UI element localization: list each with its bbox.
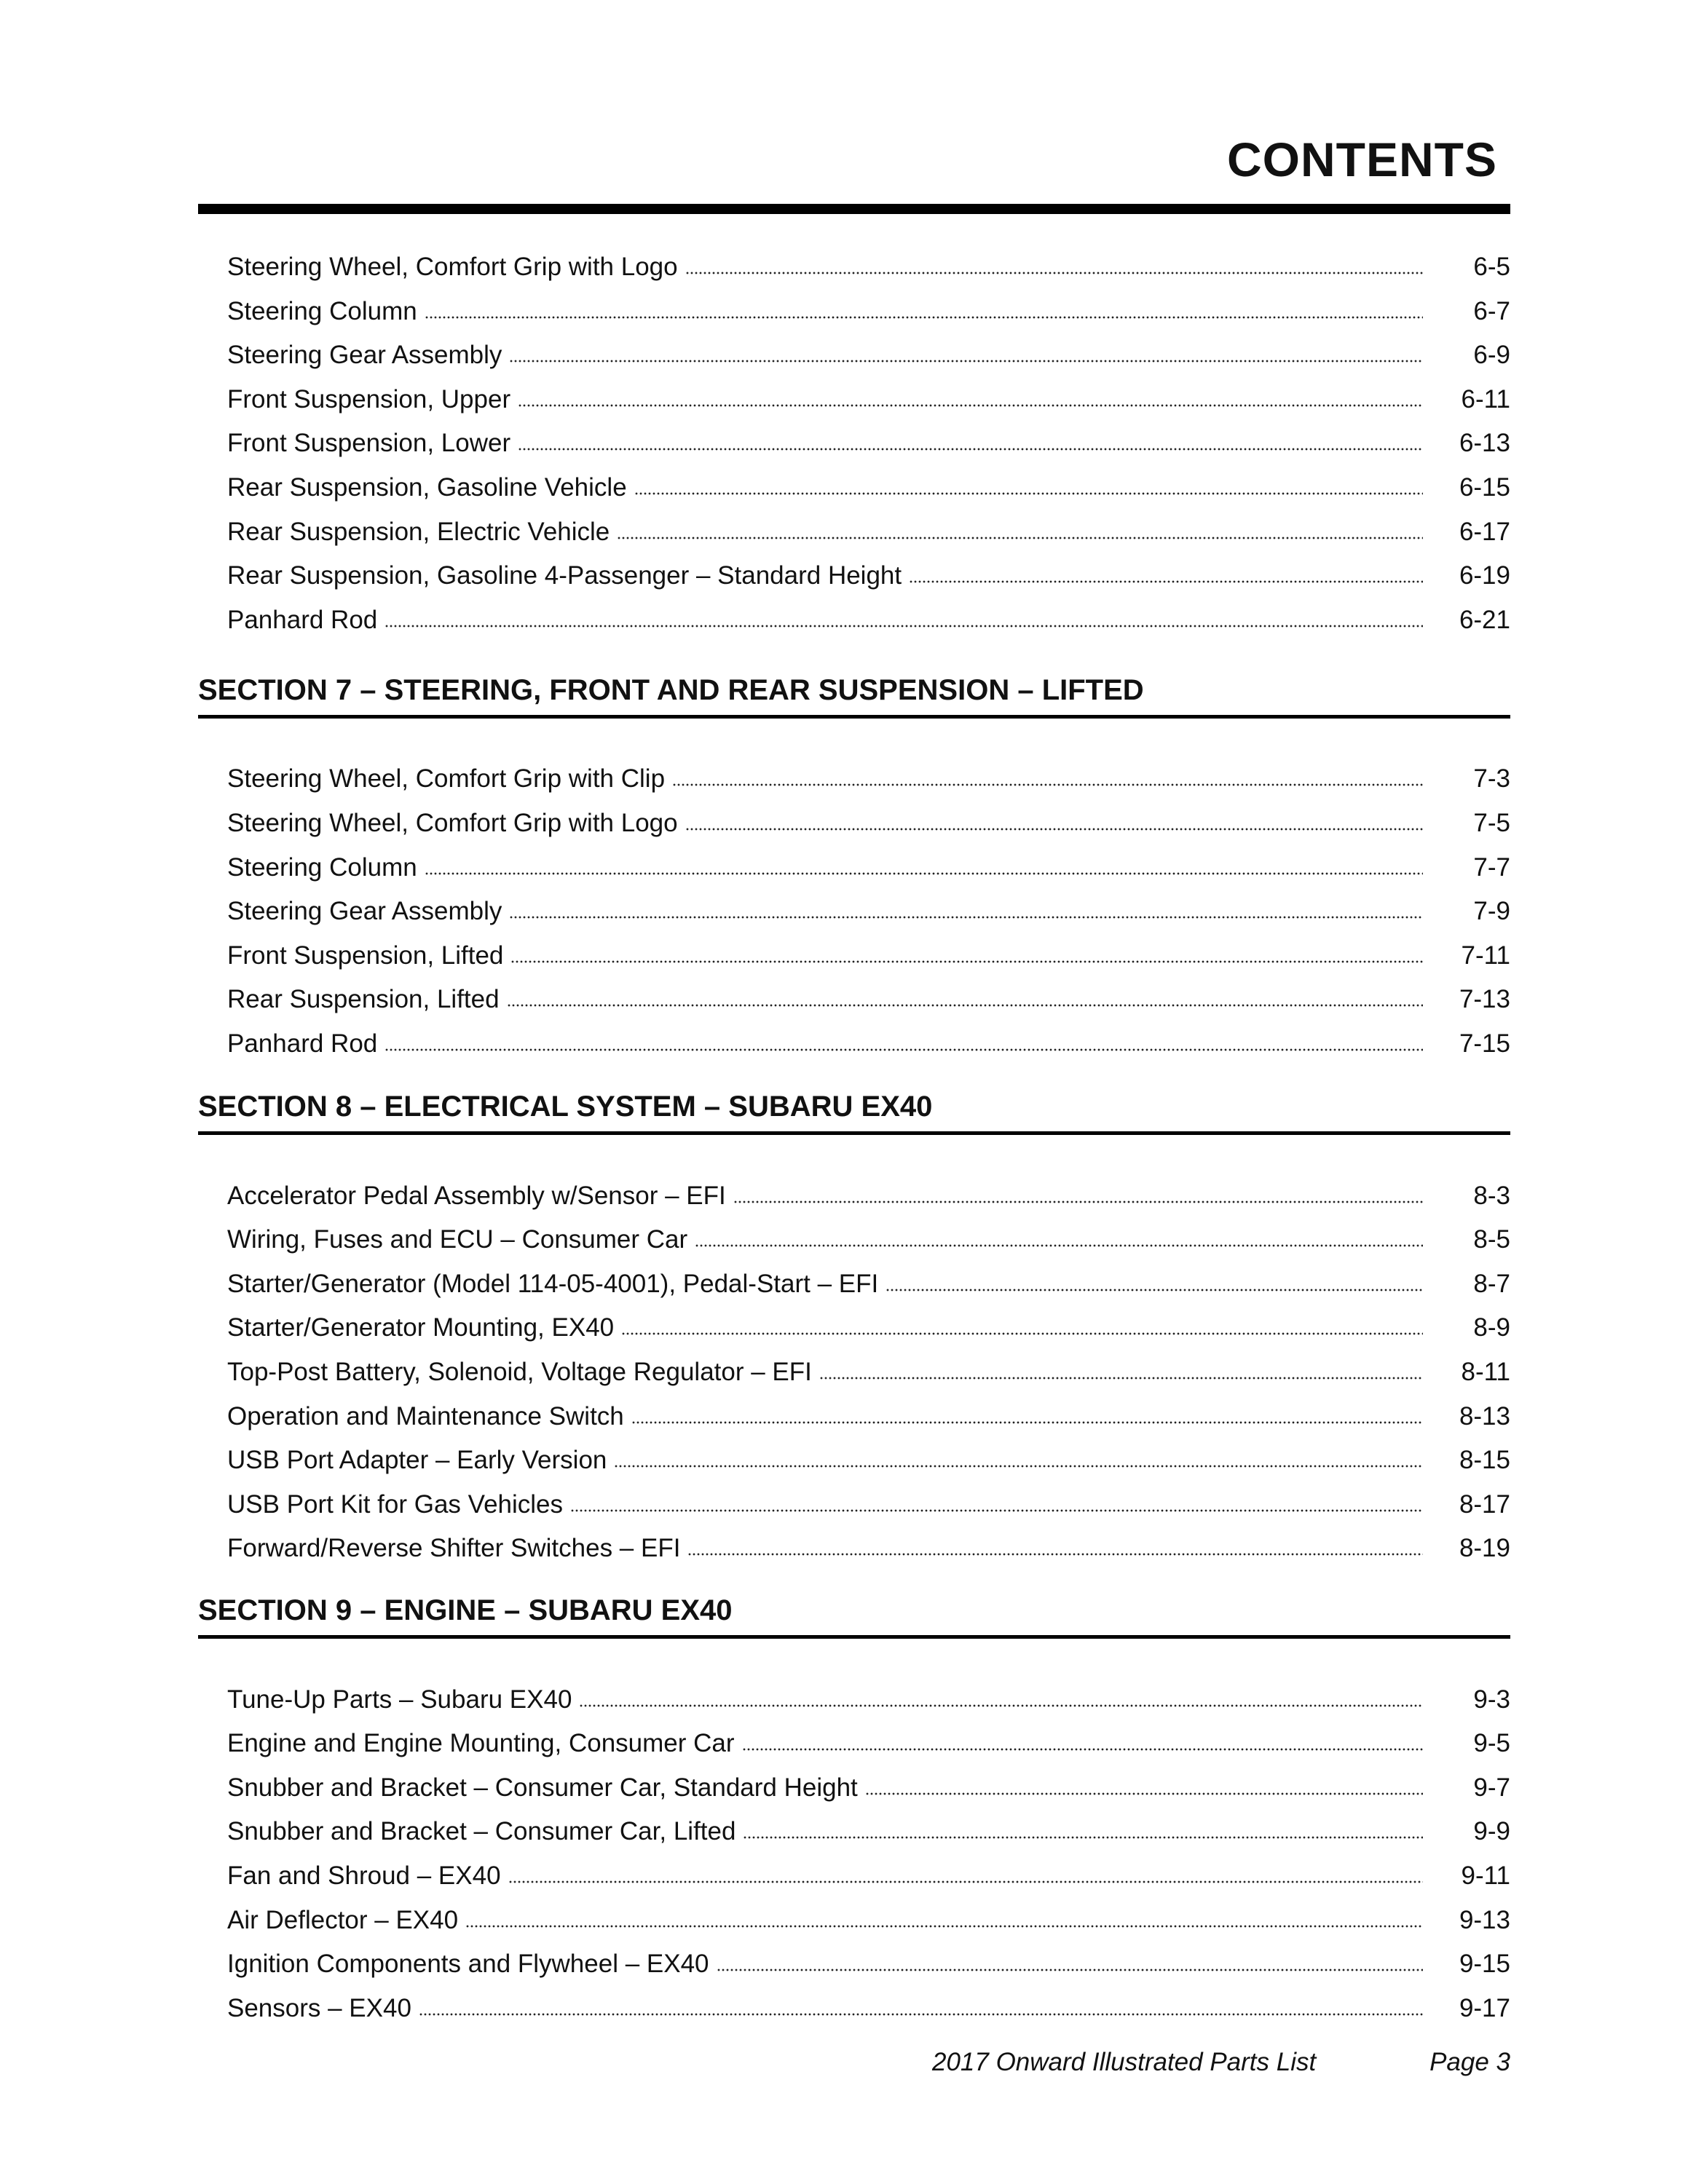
toc-entry[interactable]: [227, 1165, 1510, 1208]
toc-entry[interactable]: [227, 880, 1510, 924]
section-heading: [198, 1092, 1510, 1121]
toc-entry-label: Fan and Shroud – EX40: [227, 1861, 501, 1890]
toc-entry[interactable]: [227, 236, 1510, 280]
toc-entry[interactable]: [227, 1208, 1510, 1252]
toc-entry-page: 7-15: [1459, 1029, 1510, 1058]
toc-entry[interactable]: [227, 1253, 1510, 1297]
toc-entry-page: 8-9: [1473, 1313, 1510, 1342]
toc-entry-label: Steering Gear Assembly: [227, 897, 502, 925]
toc-entry-page: 8-7: [1473, 1270, 1510, 1298]
toc-entry-label: Steering Wheel, Comfort Grip with Logo: [227, 809, 678, 837]
toc-entry[interactable]: [227, 1341, 1510, 1385]
toc-entry-label: Rear Suspension, Gasoline Vehicle: [227, 473, 627, 502]
toc-entry[interactable]: [227, 748, 1510, 791]
dot-leader: [509, 915, 1423, 919]
toc-entry[interactable]: [227, 589, 1510, 633]
dot-leader: [672, 783, 1423, 787]
toc-entry-page: 6-19: [1459, 561, 1510, 590]
toc-entry[interactable]: [227, 836, 1510, 880]
toc-entry-page: 9-15: [1459, 1950, 1510, 1978]
toc-entry-label: Rear Suspension, Gasoline 4-Passenger – Standard Height: [227, 561, 902, 590]
section-title: SECTION 7 – STEERING, FRONT AND REAR SUSPENSION – LIFTED: [198, 674, 1144, 706]
section-heading: [198, 676, 1510, 705]
toc-entry-page: 9-11: [1461, 1861, 1510, 1890]
toc-entry-label: Accelerator Pedal Assembly w/Sensor – EFI: [227, 1182, 726, 1210]
section-rule: [198, 1635, 1510, 1639]
toc-entry-page: 7-7: [1473, 853, 1510, 882]
toc-entry-label: Steering Wheel, Comfort Grip with Logo: [227, 253, 678, 281]
dot-leader: [685, 827, 1423, 831]
dot-leader: [909, 579, 1423, 584]
toc-entry-page: 9-9: [1473, 1817, 1510, 1845]
toc-entry-page: 7-13: [1459, 985, 1510, 1013]
dot-leader: [425, 315, 1423, 320]
toc-entry[interactable]: [227, 412, 1510, 456]
toc-entry[interactable]: [227, 1669, 1510, 1712]
toc-entry[interactable]: [227, 1845, 1510, 1888]
dot-leader: [634, 491, 1423, 496]
toc-entry-label: Engine and Engine Mounting, Consumer Car: [227, 1729, 735, 1757]
toc-entry-page: 6-15: [1459, 473, 1510, 502]
toc-entry[interactable]: [227, 1517, 1510, 1561]
toc-entry-label: Starter/Generator Mounting, EX40: [227, 1313, 615, 1342]
toc-entry[interactable]: [227, 1429, 1510, 1473]
toc-entry-label: Air Deflector – EX40: [227, 1906, 459, 1934]
page-title: CONTENTS: [1227, 132, 1497, 186]
toc-entry[interactable]: [227, 324, 1510, 368]
toc-entry-page: 8-5: [1473, 1225, 1510, 1254]
toc-entry-label: Panhard Rod: [227, 1029, 378, 1058]
dot-leader: [886, 1288, 1423, 1292]
toc-entry-page: 6-7: [1473, 297, 1510, 325]
toc-entry-page: 6-17: [1459, 518, 1510, 546]
toc-entry-page: 9-13: [1459, 1906, 1510, 1934]
section-heading: [198, 1596, 1510, 1625]
toc-entry-page: 6-21: [1459, 606, 1510, 634]
dot-leader: [510, 960, 1423, 964]
dot-leader: [425, 871, 1423, 876]
dot-leader: [621, 1332, 1423, 1336]
toc-entry-page: 8-17: [1459, 1490, 1510, 1519]
toc-entry-page: 9-17: [1459, 1994, 1510, 2022]
toc-entry[interactable]: [227, 1757, 1510, 1800]
dot-leader: [507, 1003, 1423, 1008]
toc-entry-label: Front Suspension, Upper: [227, 385, 511, 414]
toc-entry-page: 8-11: [1461, 1358, 1510, 1386]
dot-leader: [617, 536, 1423, 540]
toc-entry-label: Tune-Up Parts – Subaru EX40: [227, 1685, 572, 1714]
dot-leader: [733, 1200, 1423, 1204]
toc-entry[interactable]: [227, 1889, 1510, 1933]
footer-doc-title: 2017 Onward Illustrated Parts List: [932, 2048, 1317, 2076]
dot-leader: [717, 1968, 1423, 1972]
dot-leader: [614, 1464, 1423, 1468]
toc-entry[interactable]: [227, 280, 1510, 324]
dot-leader: [743, 1835, 1423, 1840]
toc-entry-page: 8-3: [1473, 1182, 1510, 1210]
dot-leader: [631, 1420, 1423, 1425]
toc-entry-page: 9-7: [1473, 1773, 1510, 1802]
toc-entry[interactable]: [227, 1297, 1510, 1340]
toc-entry-label: Steering Column: [227, 853, 417, 882]
toc-entry-page: 8-13: [1459, 1402, 1510, 1431]
toc-entry-page: 7-3: [1473, 764, 1510, 793]
toc-entry-label: Panhard Rod: [227, 606, 378, 634]
dot-leader: [465, 1924, 1423, 1928]
toc-entry-page: 7-5: [1473, 809, 1510, 837]
toc-entry-page: 9-5: [1473, 1729, 1510, 1757]
toc-entry-label: Snubber and Bracket – Consumer Car, Standard Height: [227, 1773, 858, 1802]
dot-leader: [518, 403, 1423, 408]
toc-entry-page: 7-11: [1461, 941, 1510, 970]
toc-entry-page: 9-3: [1473, 1685, 1510, 1714]
toc-entry[interactable]: [227, 368, 1510, 412]
toc-entry-label: Rear Suspension, Electric Vehicle: [227, 518, 610, 546]
dot-leader: [419, 2012, 1423, 2017]
dot-leader: [579, 1704, 1423, 1708]
section-rule: [198, 1131, 1510, 1135]
section-rule: [198, 715, 1510, 719]
dot-leader: [384, 1048, 1423, 1052]
toc-entry-label: Forward/Reverse Shifter Switches – EFI: [227, 1534, 681, 1562]
toc-entry-label: Operation and Maintenance Switch: [227, 1402, 624, 1431]
dot-leader: [865, 1792, 1423, 1796]
toc-entry[interactable]: [227, 1473, 1510, 1517]
dot-leader: [687, 1552, 1423, 1556]
toc-entry-label: Steering Wheel, Comfort Grip with Clip: [227, 764, 666, 793]
toc-entry[interactable]: [227, 1712, 1510, 1756]
section-title: SECTION 9 – ENGINE – SUBARU EX40: [198, 1594, 733, 1626]
toc-entry-label: Snubber and Bracket – Consumer Car, Lifted: [227, 1817, 736, 1845]
title-rule: [198, 204, 1510, 214]
toc-entry[interactable]: [227, 792, 1510, 836]
toc-entry-page: 6-11: [1461, 385, 1510, 414]
toc-entry-page: 6-5: [1473, 253, 1510, 281]
dot-leader: [695, 1243, 1423, 1248]
toc-entry-page: 7-9: [1473, 897, 1510, 925]
toc-entry[interactable]: [227, 501, 1510, 545]
toc-entry-label: USB Port Kit for Gas Vehicles: [227, 1490, 564, 1519]
toc-entry-label: Steering Gear Assembly: [227, 341, 502, 369]
toc-entry-page: 6-9: [1473, 341, 1510, 369]
toc-entry-label: Starter/Generator (Model 114-05-4001), Pedal-Start – EFI: [227, 1270, 879, 1298]
toc-entry[interactable]: [227, 1977, 1510, 2021]
toc-entry-label: Sensors – EX40: [227, 1994, 411, 2022]
dot-leader: [742, 1747, 1423, 1752]
toc-entry-page: 8-19: [1459, 1534, 1510, 1562]
toc-entry-label: USB Port Adapter – Early Version: [227, 1446, 607, 1474]
toc-entry-label: Front Suspension, Lower: [227, 429, 511, 457]
toc-entry[interactable]: [227, 545, 1510, 588]
toc-entry-label: Top-Post Battery, Solenoid, Voltage Regulator – EFI: [227, 1358, 812, 1386]
dot-leader: [508, 1880, 1423, 1884]
toc-entry[interactable]: [227, 1933, 1510, 1977]
dot-leader: [685, 271, 1423, 275]
toc-entry-label: Wiring, Fuses and ECU – Consumer Car: [227, 1225, 688, 1254]
section-title: SECTION 8 – ELECTRICAL SYSTEM – SUBARU EX40: [198, 1091, 933, 1123]
toc-entry[interactable]: [227, 1800, 1510, 1844]
toc-entry-page: 6-13: [1459, 429, 1510, 457]
dot-leader: [384, 624, 1423, 628]
toc-entry-page: 8-15: [1459, 1446, 1510, 1474]
toc-entry-label: Ignition Components and Flywheel – EX40: [227, 1950, 709, 1978]
toc-entry-label: Rear Suspension, Lifted: [227, 985, 500, 1013]
footer-page-number: Page 3: [1429, 2048, 1510, 2076]
toc-entry[interactable]: [227, 456, 1510, 500]
dot-leader: [819, 1376, 1423, 1380]
dot-leader: [509, 359, 1423, 363]
toc-entry-label: Front Suspension, Lifted: [227, 941, 504, 970]
toc-entry[interactable]: [227, 968, 1510, 1012]
toc-entry[interactable]: [227, 925, 1510, 968]
toc-entry-label: Steering Column: [227, 297, 417, 325]
dot-leader: [518, 447, 1423, 451]
dot-leader: [570, 1508, 1423, 1513]
toc-entry[interactable]: [227, 1013, 1510, 1056]
toc-entry[interactable]: [227, 1385, 1510, 1429]
